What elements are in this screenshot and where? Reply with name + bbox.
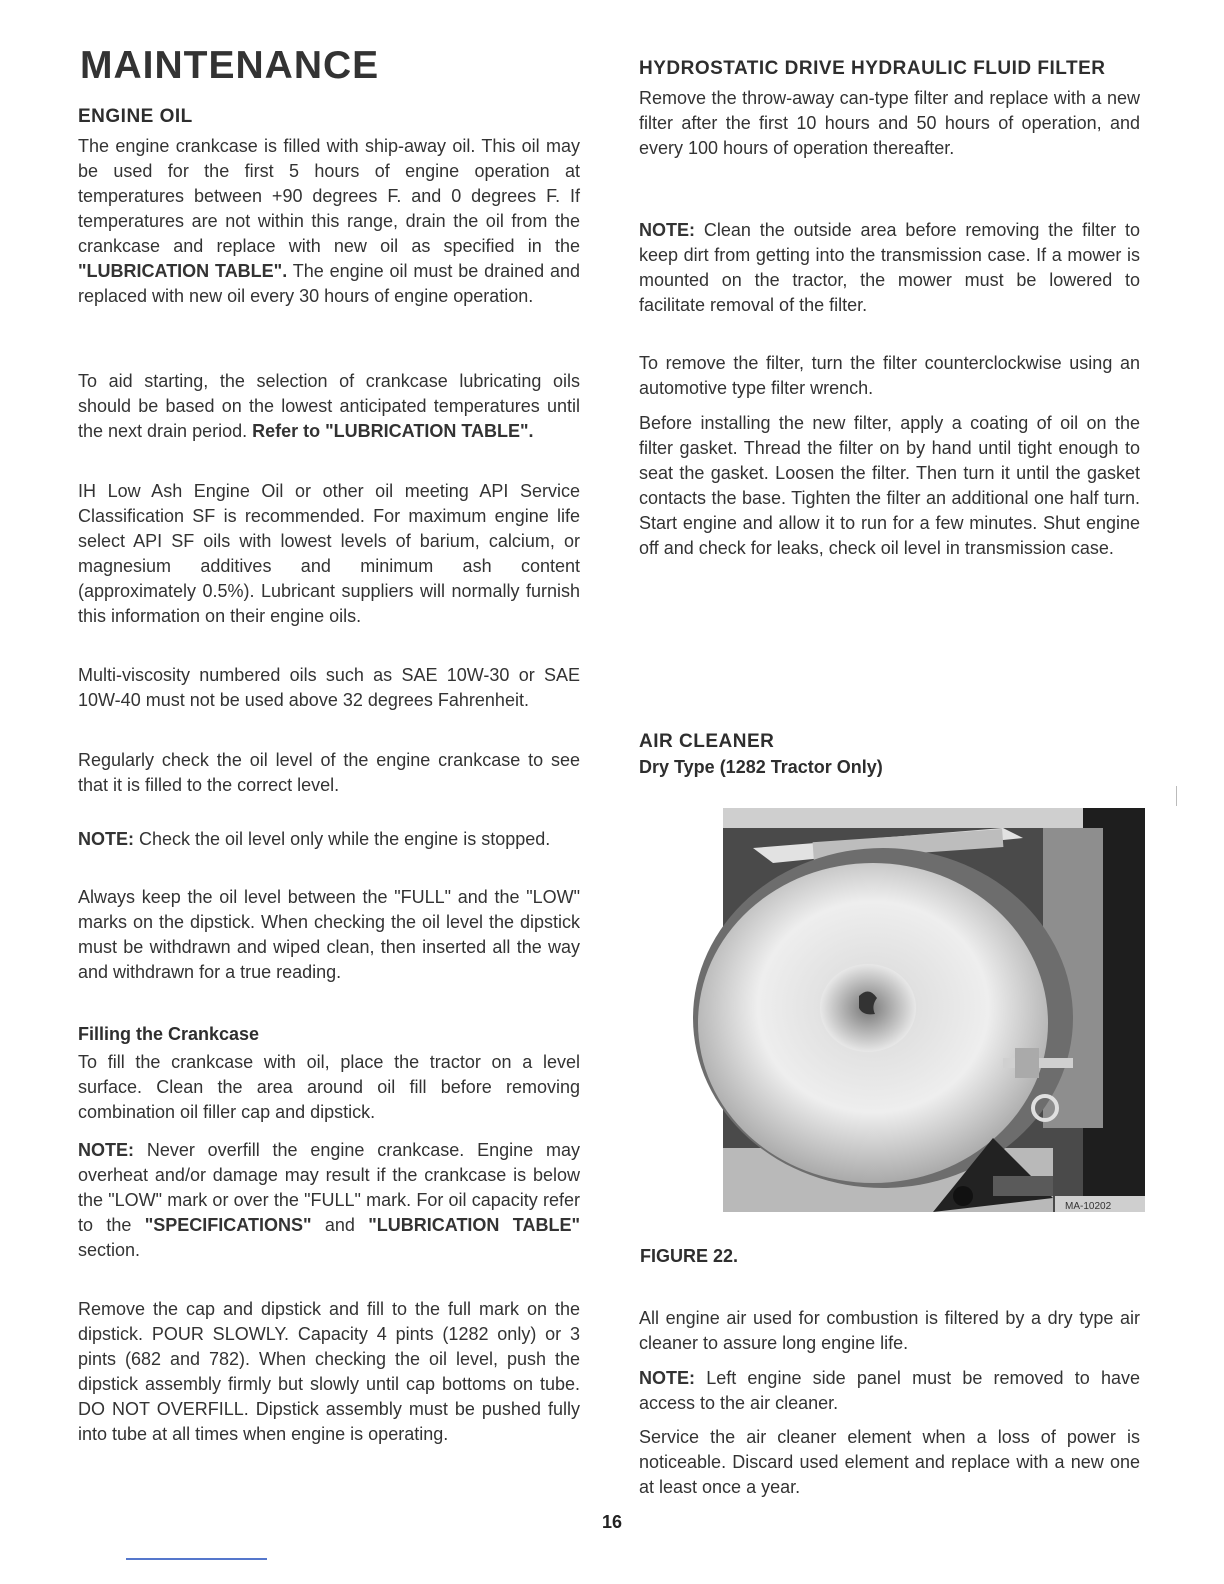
filling-section	[78, 1022, 580, 1125]
air-cleaner-illustration	[663, 808, 1145, 1212]
hydro-filter-heading: HYDROSTATIC DRIVE HYDRAULIC FLUID FILTER	[639, 58, 1106, 79]
air-cleaner-heading: AIR CLEANER	[639, 731, 775, 752]
air-cleaner-note: NOTE: Left engine side panel must be removed to have access to the air cleaner.	[639, 1368, 1140, 1413]
figure-code: MA-10202	[1065, 1201, 1112, 1212]
filling-note: NOTE: Never overfill the engine crankcase. Engine may overheat and/or damage may result if the crankcase is below the "LOW" mark or over the "FULL" mark. For oil capacity refer to the "SPECIFICATIONS" and "LUBRICATION TABLE" section.	[78, 1140, 580, 1260]
engine-oil-section	[78, 104, 580, 309]
filling-paragraph-2: Remove the cap and dipstick and fill to the full mark on the dipstick. POUR SLOWLY. Capacity 4 pints (1282 only) or 3 pints (682 and 782). When checking the oil level, push the dipstick assembly firmly but slowly until cap bottoms on tube. DO NOT OVERFILL. Dipstick assembly must be pushed fully into tube at all times when engine is operating.	[78, 1299, 580, 1444]
engine-oil-paragraph-3: IH Low Ash Engine Oil or other oil meeting API Service Classification SF is recommended. For maximum engine life select API SF oils with lowest levels of barium, calcium, or magnesium additives and minimum ash content (approximately 0.5%). Lubricant suppliers will normally furnish this information on their engine oils.	[78, 481, 580, 626]
footer-line	[126, 1558, 267, 1560]
hydro-filter-note: NOTE: Clean the outside area before removing the filter to keep dirt from getting into the transmission case. If a mower is mounted on the tractor, the mower must be lowered to facilitate removal of the filter.	[639, 220, 1140, 315]
engine-oil-paragraph-6: Always keep the oil level between the "FULL" and the "LOW" marks on the dipstick. When checking the oil level the dipstick must be withdrawn and wiped clean, then inserted all the way and withdrawn for a true reading.	[78, 887, 580, 982]
page-title: MAINTENANCE	[80, 44, 380, 87]
figure-caption: FIGURE 22.	[640, 1246, 739, 1266]
hydro-filter-paragraph-2: To remove the filter, turn the filter counterclockwise using an automotive type filter wrench.	[639, 353, 1140, 398]
engine-oil-heading: ENGINE OIL	[78, 106, 193, 127]
scan-mark	[1176, 786, 1177, 806]
air-cleaner-photo	[663, 808, 1145, 1212]
hydro-filter-paragraph-3: Before installing the new filter, apply a coating of oil on the filter gasket. Thread the filter on by hand until tight enough to seat the gasket. Loosen the filter. Then turn it until the gasket contacts the base. Tighten the filter an additional one half turn. Start engine and allow it to run for a few minutes. Shut engine off and check for leaks, check oil level in transmission case.	[639, 413, 1140, 558]
engine-oil-paragraph-2: To aid starting, the selection of crankcase lubricating oils should be based on the lowest anticipated temperatures until the next drain period. Refer to "LUBRICATION TABLE".	[78, 371, 580, 441]
engine-oil-paragraph-5: Regularly check the oil level of the engine crankcase to see that it is filled to the correct level.	[78, 750, 580, 795]
filling-paragraph-1: To fill the crankcase with oil, place the tractor on a level surface. Clean the area around oil fill before removing combination oil filler cap and dipstick.	[78, 1052, 580, 1122]
page-number: 16	[601, 1512, 623, 1532]
engine-oil-paragraph-4: Multi-viscosity numbered oils such as SAE 10W-30 or SAE 10W-40 must not be used above 32 degrees Fahrenheit.	[78, 665, 580, 710]
air-cleaner-paragraph-2: Service the air cleaner element when a loss of power is noticeable. Discard used element and replace with a new one at least once a year.	[639, 1427, 1140, 1497]
air-cleaner-subheading: Dry Type (1282 Tractor Only)	[639, 757, 883, 777]
hydro-filter-paragraph-1: Remove the throw-away can-type filter and replace with a new filter after the first 10 hours and 50 hours of operation, and every 100 hours of operation thereafter.	[639, 88, 1140, 158]
engine-oil-note: NOTE: Check the oil level only while the engine is stopped.	[78, 829, 551, 849]
air-cleaner-paragraph-1: All engine air used for combustion is filtered by a dry type air cleaner to assure long engine life.	[639, 1308, 1140, 1353]
hydro-filter-section	[639, 56, 1140, 161]
air-cleaner-section	[639, 729, 1140, 779]
engine-oil-paragraph-1: The engine crankcase is filled with ship-away oil. This oil may be used for the first 5 hours of engine operation at temperatures between +90 degrees F. and 0 degrees F. If temperatures are not within this range, drain the oil from the crankcase and replace with new oil as specified in the "LUBRICATION TABLE". The engine oil must be drained and replaced with new oil every 30 hours of engine operation.	[78, 136, 580, 306]
filling-heading: Filling the Crankcase	[78, 1024, 260, 1044]
